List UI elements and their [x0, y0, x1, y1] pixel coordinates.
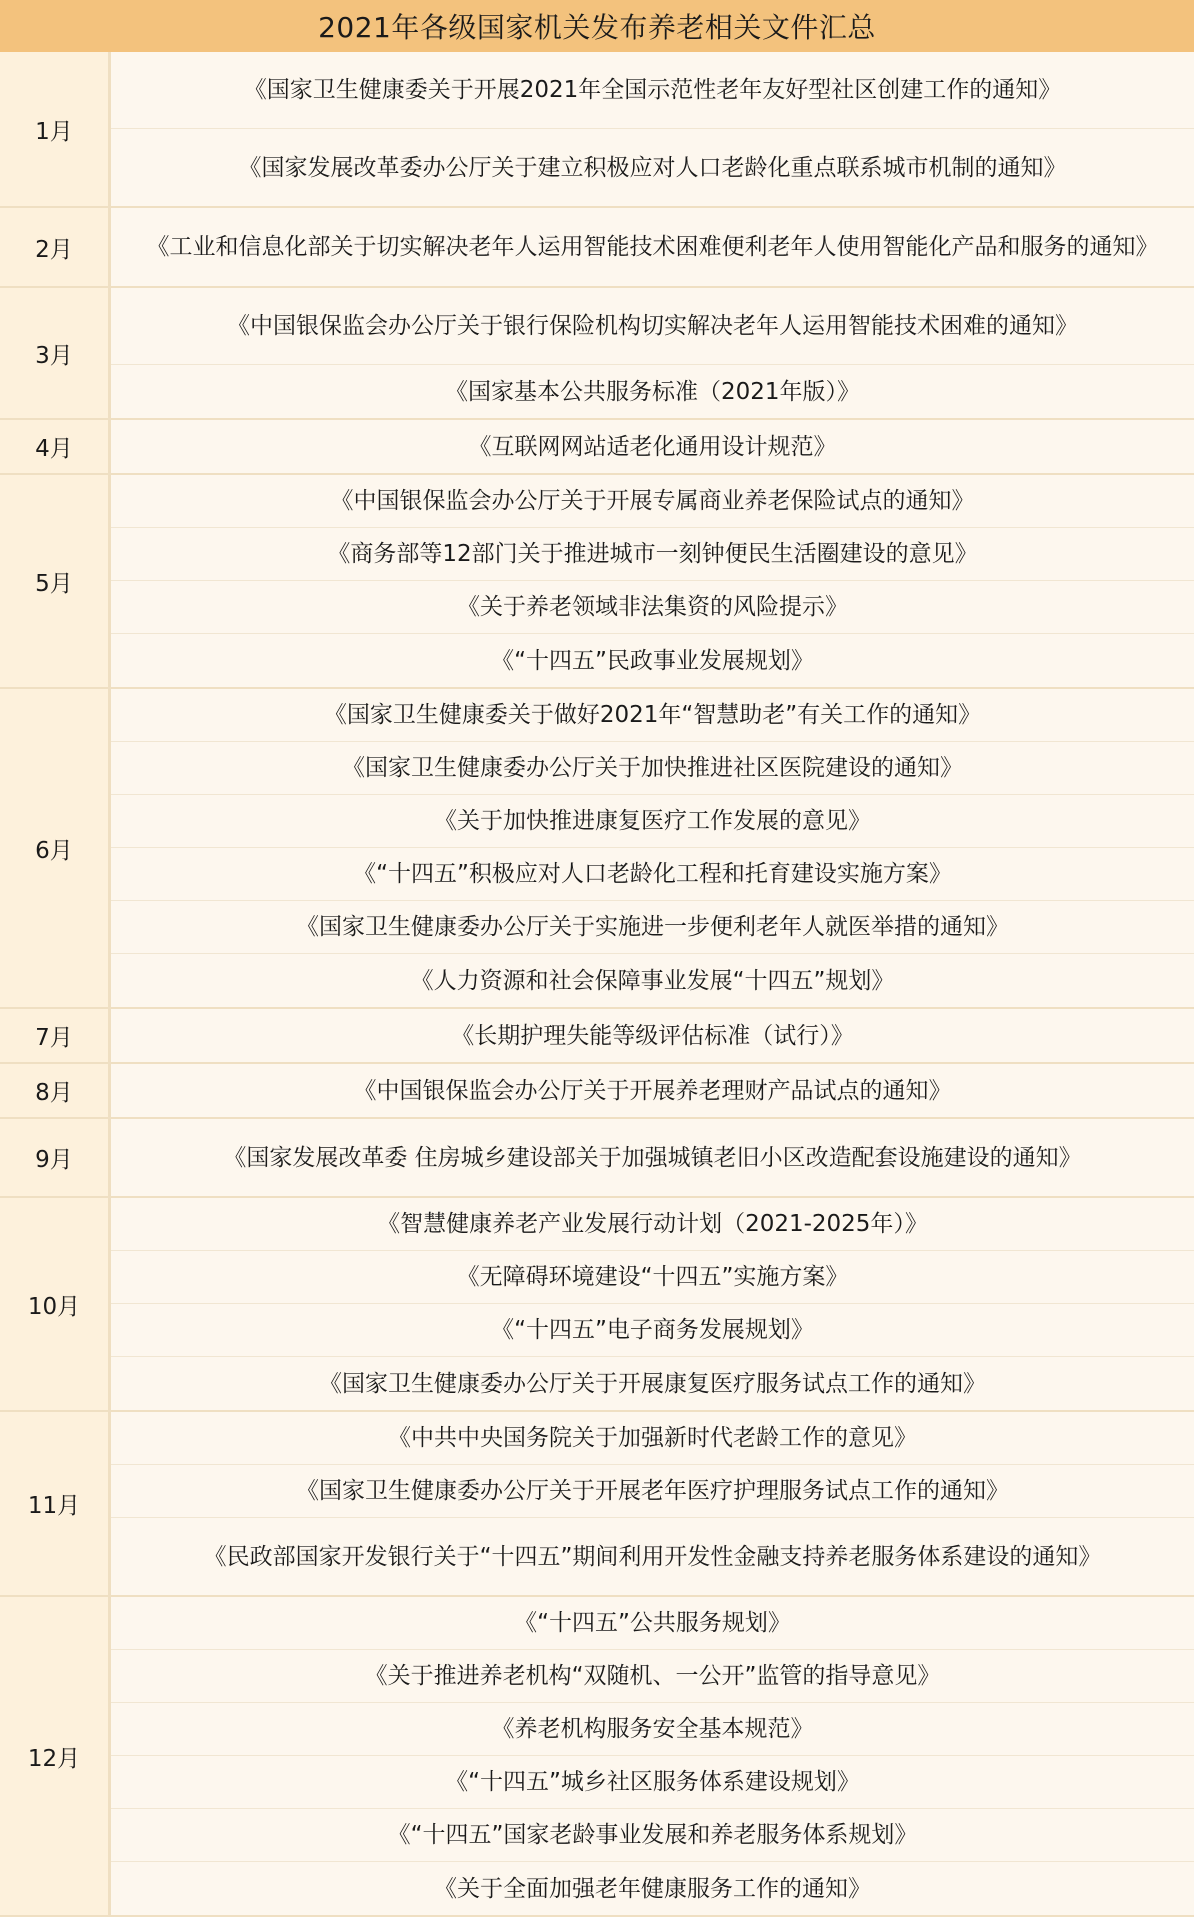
- document-title: 《关于加快推进康复医疗工作发展的意见》: [111, 795, 1194, 848]
- month-label: 8月: [0, 1064, 111, 1117]
- month-label: 12月: [0, 1597, 111, 1915]
- document-title: 《智慧健康养老产业发展行动计划（2021-2025年）》: [111, 1198, 1194, 1251]
- month-group: [0, 1597, 1194, 1917]
- document-list: [111, 52, 1194, 206]
- month-label: 2月: [0, 208, 111, 286]
- month-label: 10月: [0, 1198, 111, 1410]
- document-list: [111, 1119, 1194, 1196]
- document-title: 《长期护理失能等级评估标准（试行）》: [111, 1009, 1194, 1062]
- document-title: 《商务部等12部门关于推进城市一刻钟便民生活圈建设的意见》: [111, 528, 1194, 581]
- document-title: 《国家发展改革委 住房城乡建设部关于加强城镇老旧小区改造配套设施建设的通知》: [111, 1119, 1194, 1196]
- page-title: 2021年各级国家机关发布养老相关文件汇总: [0, 0, 1194, 52]
- document-title: 《“十四五”城乡社区服务体系建设规划》: [111, 1756, 1194, 1809]
- month-group: [0, 1198, 1194, 1412]
- month-group: [0, 689, 1194, 1009]
- document-title: 《关于养老领域非法集资的风险提示》: [111, 581, 1194, 634]
- document-list: [111, 689, 1194, 1007]
- document-title: 《中国银保监会办公厅关于银行保险机构切实解决老年人运用智能技术困难的通知》: [111, 288, 1194, 365]
- document-list: [111, 420, 1194, 473]
- document-title: 《民政部国家开发银行关于“十四五”期间利用开发性金融支持养老服务体系建设的通知》: [111, 1518, 1194, 1595]
- document-title: 《养老机构服务安全基本规范》: [111, 1703, 1194, 1756]
- document-list: [111, 208, 1194, 286]
- document-list: [111, 288, 1194, 418]
- document-title: 《人力资源和社会保障事业发展“十四五”规划》: [111, 954, 1194, 1007]
- document-title: 《“十四五”国家老龄事业发展和养老服务体系规划》: [111, 1809, 1194, 1862]
- document-title: 《“十四五”民政事业发展规划》: [111, 634, 1194, 687]
- document-title: 《“十四五”积极应对人口老龄化工程和托育建设实施方案》: [111, 848, 1194, 901]
- month-label: 5月: [0, 475, 111, 687]
- document-title: 《国家卫生健康委办公厅关于开展康复医疗服务试点工作的通知》: [111, 1357, 1194, 1410]
- document-title: 《无障碍环境建设“十四五”实施方案》: [111, 1251, 1194, 1304]
- month-group: [0, 208, 1194, 288]
- document-title: 《关于推进养老机构“双随机、一公开”监管的指导意见》: [111, 1650, 1194, 1703]
- document-title: 《国家卫生健康委关于做好2021年“智慧助老”有关工作的通知》: [111, 689, 1194, 742]
- document-list: [111, 1198, 1194, 1410]
- document-list: [111, 1597, 1194, 1915]
- document-title: 《国家卫生健康委关于开展2021年全国示范性老年友好型社区创建工作的通知》: [111, 52, 1194, 129]
- document-table: [0, 52, 1194, 1917]
- document-list: [111, 1064, 1194, 1117]
- document-title: 《工业和信息化部关于切实解决老年人运用智能技术困难便利老年人使用智能化产品和服务的通知》: [111, 208, 1194, 286]
- document-list: [111, 1009, 1194, 1062]
- document-title: 《国家卫生健康委办公厅关于开展老年医疗护理服务试点工作的通知》: [111, 1465, 1194, 1518]
- document-title: 《中共中央国务院关于加强新时代老龄工作的意见》: [111, 1412, 1194, 1465]
- month-group: [0, 52, 1194, 208]
- month-label: 6月: [0, 689, 111, 1007]
- document-title: 《国家发展改革委办公厅关于建立积极应对人口老龄化重点联系城市机制的通知》: [111, 129, 1194, 206]
- month-label: 3月: [0, 288, 111, 418]
- month-group: [0, 1009, 1194, 1064]
- document-list: [111, 475, 1194, 687]
- document-title: 《国家基本公共服务标准（2021年版）》: [111, 365, 1194, 418]
- month-group: [0, 1412, 1194, 1597]
- month-label: 4月: [0, 420, 111, 473]
- month-label: 11月: [0, 1412, 111, 1595]
- document-title: 《“十四五”公共服务规划》: [111, 1597, 1194, 1650]
- month-group: [0, 1064, 1194, 1119]
- document-list: [111, 1412, 1194, 1595]
- document-title: 《国家卫生健康委办公厅关于实施进一步便利老年人就医举措的通知》: [111, 901, 1194, 954]
- month-label: 1月: [0, 52, 111, 206]
- document-title: 《国家卫生健康委办公厅关于加快推进社区医院建设的通知》: [111, 742, 1194, 795]
- month-group: [0, 1119, 1194, 1198]
- month-label: 7月: [0, 1009, 111, 1062]
- month-group: [0, 475, 1194, 689]
- month-group: [0, 420, 1194, 475]
- document-title: 《中国银保监会办公厅关于开展专属商业养老保险试点的通知》: [111, 475, 1194, 528]
- document-title: 《互联网网站适老化通用设计规范》: [111, 420, 1194, 473]
- document-title: 《中国银保监会办公厅关于开展养老理财产品试点的通知》: [111, 1064, 1194, 1117]
- document-title: 《“十四五”电子商务发展规划》: [111, 1304, 1194, 1357]
- month-group: [0, 288, 1194, 420]
- month-label: 9月: [0, 1119, 111, 1196]
- document-title: 《关于全面加强老年健康服务工作的通知》: [111, 1862, 1194, 1915]
